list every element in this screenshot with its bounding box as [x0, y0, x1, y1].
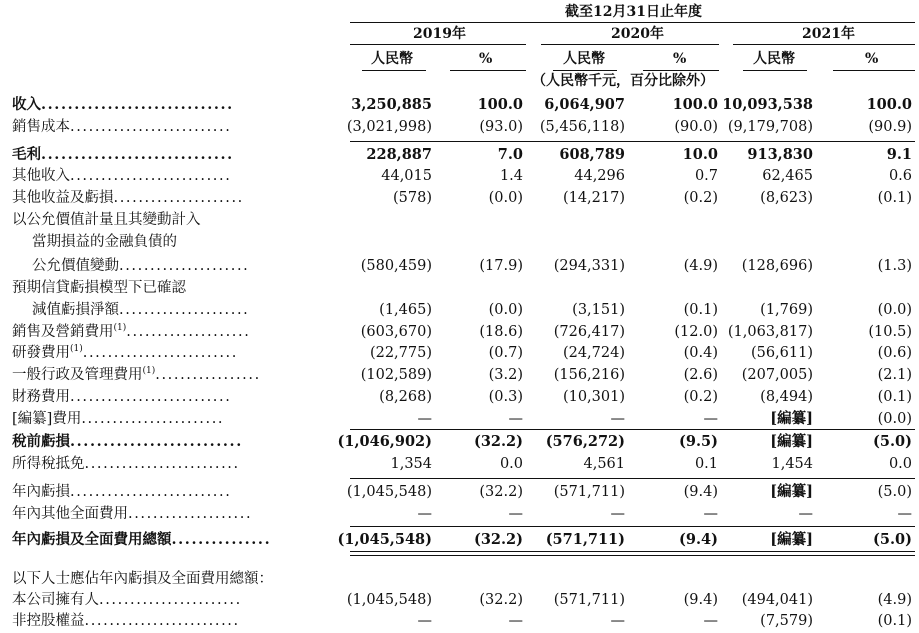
cell-value: (578) [393, 190, 432, 206]
row-label [32, 257, 249, 275]
year-2021-header: 2021年 [802, 26, 855, 42]
footnote-marker: (1) [113, 323, 127, 334]
cell-value: [編纂] [770, 410, 813, 427]
cell-value: (10.5) [868, 324, 912, 340]
year-2019-header: 2019年 [413, 26, 466, 42]
row-label-text: 銷售成本 [12, 119, 70, 135]
cell-value: — [610, 411, 625, 427]
cell-value: — [703, 411, 718, 427]
subheader-rule [743, 70, 807, 71]
col-rmb-2019: 人民幣 [371, 51, 413, 67]
footnote-marker: (1) [142, 366, 156, 377]
leader-dots: ......................... [84, 456, 240, 472]
cell-value: (3,021,998) [346, 119, 432, 135]
row-label [32, 233, 177, 251]
cell-value: — [610, 613, 625, 629]
cell-value: 9.1 [886, 146, 912, 163]
cell-value: (8,494) [760, 389, 813, 405]
cell-value: (9.5) [679, 433, 718, 450]
cell-value: (156,216) [553, 367, 625, 383]
subtotal-rule-pretax [350, 429, 915, 430]
leader-dots: .......................... [70, 168, 232, 184]
leader-dots: .................... [126, 324, 251, 340]
cell-value: (128,696) [741, 258, 813, 274]
cell-value: 1,454 [771, 456, 813, 472]
leader-dots: ......................... [82, 345, 238, 361]
cell-value: (5.0) [873, 531, 912, 548]
cell-value: (0.0) [877, 302, 912, 318]
cell-value: (18.6) [479, 324, 523, 340]
row-label-text: 一般行政及管理費用 [12, 367, 143, 383]
cell-value: (726,417) [553, 324, 625, 340]
cell-value: (5.0) [873, 433, 912, 450]
cell-value: (24,724) [562, 345, 625, 361]
cell-value: (9.4) [683, 592, 718, 608]
cell-value: 608,789 [559, 146, 625, 163]
cell-value: (32.2) [473, 531, 523, 548]
cell-value: — [508, 613, 523, 629]
row-label [32, 301, 249, 319]
cell-value: 10,093,538 [722, 96, 813, 113]
cell-value: — [508, 411, 523, 427]
leader-dots: .......................... [70, 433, 243, 450]
units-note: （人民幣千元，百分比除外） [532, 73, 714, 89]
cell-value: (93.0) [479, 119, 523, 135]
cell-value: (102,589) [360, 367, 432, 383]
total-double-rule [350, 551, 915, 556]
row-label [12, 366, 261, 384]
row-label-text: 減值虧損淨額 [32, 302, 119, 318]
footnote-marker: (1) [70, 344, 83, 355]
cell-value: 0.0 [888, 456, 912, 472]
row-label [12, 146, 234, 164]
row-label [12, 344, 238, 362]
cell-value: (4.9) [877, 592, 912, 608]
cell-value: (0.0) [877, 411, 912, 427]
leader-dots: .......................... [70, 484, 232, 500]
row-label-text: 當期損益的金融負債的 [32, 234, 177, 250]
cell-value: (3,151) [572, 302, 625, 318]
period-header: 截至12月31日止年度 [565, 4, 702, 20]
cell-value: (8,268) [379, 389, 432, 405]
col-rmb-2021: 人民幣 [753, 51, 795, 67]
row-label [12, 483, 231, 501]
cell-value: — [610, 506, 625, 522]
cell-value: (9,179,708) [727, 119, 813, 135]
col-pct-2020: % [673, 51, 687, 67]
cell-value: (571,711) [553, 592, 625, 608]
cell-value: — [798, 506, 813, 522]
row-label-text: 銷售及營銷費用 [12, 324, 114, 340]
cell-value: (90.0) [674, 119, 718, 135]
cell-value: 0.6 [888, 168, 912, 184]
row-label [12, 410, 224, 428]
cell-value: (1,045,548) [346, 484, 432, 500]
year-2021-rule [733, 44, 915, 45]
cell-value: 44,015 [381, 168, 432, 184]
cell-value: (1.3) [877, 258, 912, 274]
cell-value: 1.4 [499, 168, 523, 184]
row-label-text: 以公允價值計量且其變動計入 [12, 212, 201, 228]
row-label-text: 稅前虧損 [12, 433, 70, 450]
cell-value: 44,296 [574, 168, 625, 184]
row-label [12, 433, 243, 451]
cell-value: (0.6) [877, 345, 912, 361]
row-label-text: [編纂]費用 [12, 411, 82, 427]
row-label-text: 年內其他全面費用 [12, 506, 128, 522]
cell-value: — [417, 411, 432, 427]
cell-value: 0.7 [694, 168, 718, 184]
row-label [12, 531, 271, 549]
row-label [12, 118, 231, 136]
cell-value: (0.3) [488, 389, 523, 405]
cell-value: (0.2) [683, 190, 718, 206]
subtotal-rule-gross [350, 141, 915, 142]
leader-dots: ......................... [84, 613, 240, 629]
year-2020-header: 2020年 [611, 26, 664, 42]
cell-value: (1,063,817) [727, 324, 813, 340]
row-label-text: 公允價值變動 [32, 258, 119, 274]
year-2020-rule [541, 44, 719, 45]
cell-value: (14,217) [562, 190, 625, 206]
subheader-rule [833, 70, 915, 71]
leader-dots: ..................... [113, 190, 244, 206]
row-label [12, 279, 186, 297]
cell-value: 100.0 [866, 96, 912, 113]
row-label [12, 388, 231, 406]
cell-value: (1,045,548) [337, 531, 432, 548]
cell-value: (0.7) [488, 345, 523, 361]
row-label [12, 455, 240, 473]
cell-value: 100.0 [477, 96, 523, 113]
cell-value: 10.0 [682, 146, 718, 163]
cell-value: 3,250,885 [351, 96, 432, 113]
row-label [12, 505, 252, 523]
cell-value: (9.4) [679, 531, 718, 548]
cell-value: (5,456,118) [539, 119, 625, 135]
cell-value: — [703, 506, 718, 522]
subheader-rule [362, 70, 426, 71]
cell-value: (0.1) [683, 302, 718, 318]
row-label-text: 非控股權益 [12, 613, 85, 629]
cell-value: (0.4) [683, 345, 718, 361]
row-label-text: 本公司擁有人 [12, 592, 99, 608]
subheader-rule [450, 70, 526, 71]
period-header-rule [350, 22, 915, 23]
subheader-rule [553, 70, 617, 71]
leader-dots: ................. [155, 367, 261, 383]
cell-value: (10,301) [562, 389, 625, 405]
cell-value: (56,611) [750, 345, 813, 361]
cell-value: (0.0) [488, 190, 523, 206]
cell-value: 6,064,907 [544, 96, 625, 113]
row-label [12, 591, 242, 609]
cell-value: 0.1 [694, 456, 718, 472]
cell-value: (7,579) [760, 613, 813, 629]
row-label-text: 所得稅抵免 [12, 456, 85, 472]
row-label [12, 570, 273, 588]
cell-value: — [417, 613, 432, 629]
subtotal-rule-total [350, 526, 915, 527]
leader-dots: .......................... [70, 119, 232, 135]
cell-value: (9.4) [683, 484, 718, 500]
row-label [12, 96, 234, 114]
cell-value: [編纂] [770, 531, 813, 548]
leader-dots: .................... [128, 506, 253, 522]
row-label-text: 財務費用 [12, 389, 70, 405]
leader-dots: ....................... [81, 411, 225, 427]
row-label [12, 167, 231, 185]
row-label [12, 211, 201, 229]
row-label-text: 年內虧損及全面費用總額 [12, 531, 172, 548]
leader-dots: ..................... [119, 302, 250, 318]
col-pct-2019: % [479, 51, 493, 67]
cell-value: (2.6) [683, 367, 718, 383]
cell-value: (1,045,548) [346, 592, 432, 608]
cell-value: (32.2) [473, 433, 523, 450]
row-label-text: 收入 [12, 96, 41, 113]
year-2019-rule [350, 44, 526, 45]
cell-value: (603,670) [360, 324, 432, 340]
cell-value: (17.9) [479, 258, 523, 274]
cell-value: 0.0 [499, 456, 523, 472]
row-label-text: 預期信貸虧損模型下已確認 [12, 280, 186, 296]
cell-value: (571,711) [545, 531, 625, 548]
cell-value: (580,459) [360, 258, 432, 274]
leader-dots: .......................... [70, 389, 232, 405]
cell-value: 100.0 [672, 96, 718, 113]
row-label [12, 323, 250, 341]
cell-value: — [417, 506, 432, 522]
cell-value: (90.9) [868, 119, 912, 135]
cell-value: (0.1) [877, 389, 912, 405]
row-label-text: 毛利 [12, 146, 41, 163]
subtotal-rule-loss [350, 478, 915, 479]
cell-value: (1,465) [379, 302, 432, 318]
leader-dots: ............................. [41, 146, 234, 163]
row-label-text: 以下人士應佔年內虧損及全面費用總額： [12, 571, 273, 587]
leader-dots: ..................... [119, 258, 250, 274]
cell-value: (494,041) [741, 592, 813, 608]
cell-value: (0.2) [683, 389, 718, 405]
cell-value: [編纂] [770, 483, 813, 500]
cell-value: — [508, 506, 523, 522]
cell-value: (0.1) [877, 190, 912, 206]
cell-value: [編纂] [770, 433, 813, 450]
cell-value: (12.0) [674, 324, 718, 340]
cell-value: — [703, 613, 718, 629]
cell-value: (2.1) [877, 367, 912, 383]
leader-dots: ............... [171, 531, 272, 548]
cell-value: (22,775) [369, 345, 432, 361]
cell-value: 4,561 [583, 456, 625, 472]
cell-value: (3.2) [488, 367, 523, 383]
cell-value: (576,272) [545, 433, 625, 450]
leader-dots: ............................. [41, 96, 234, 113]
cell-value: (294,331) [553, 258, 625, 274]
subheader-rule [643, 70, 719, 71]
cell-value: (32.2) [479, 592, 523, 608]
cell-value: (4.9) [683, 258, 718, 274]
leader-dots: ....................... [99, 592, 242, 608]
cell-value: 228,887 [366, 146, 432, 163]
row-label-text: 研發費用 [12, 345, 70, 361]
cell-value: (0.1) [877, 613, 912, 629]
cell-value: (32.2) [479, 484, 523, 500]
cell-value: (8,623) [760, 190, 813, 206]
row-label-text: 年內虧損 [12, 484, 70, 500]
cell-value: (571,711) [553, 484, 625, 500]
cell-value: 62,465 [762, 168, 813, 184]
cell-value: 913,830 [747, 146, 813, 163]
cell-value: 7.0 [497, 146, 523, 163]
cell-value: (5.0) [877, 484, 912, 500]
row-label [12, 189, 244, 207]
cell-value: (1,046,902) [337, 433, 432, 450]
cell-value: (1,769) [760, 302, 813, 318]
row-label-text: 其他收益及虧損 [12, 190, 114, 206]
cell-value: 1,354 [390, 456, 432, 472]
cell-value: — [897, 506, 912, 522]
col-rmb-2020: 人民幣 [563, 51, 605, 67]
cell-value: (0.0) [488, 302, 523, 318]
cell-value: (207,005) [741, 367, 813, 383]
col-pct-2021: % [865, 51, 879, 67]
row-label-text: 其他收入 [12, 168, 70, 184]
row-label [12, 612, 240, 630]
